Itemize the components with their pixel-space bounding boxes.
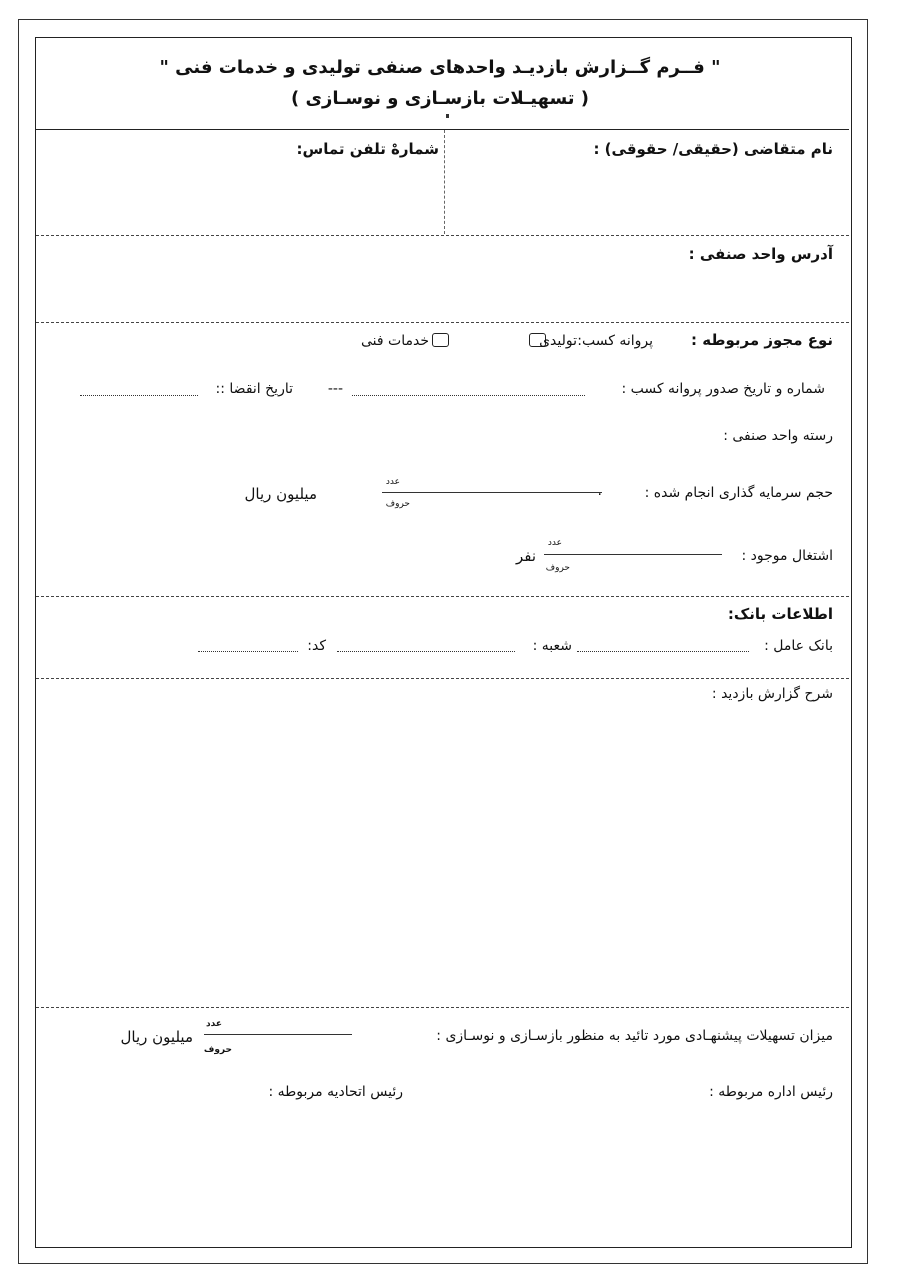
branch-label: شعبه : [532, 638, 572, 654]
approval-letters-label: حروف [203, 1045, 232, 1055]
section-divider-address [36, 235, 849, 236]
agent-bank-field[interactable] [577, 651, 749, 652]
expiry-date-field[interactable] [80, 395, 198, 396]
section-divider-license [36, 322, 849, 323]
employment-unit: نفر [515, 547, 536, 565]
union-head-signature[interactable] [60, 1110, 400, 1220]
category-label: رسته واحد صنفی : [723, 428, 833, 444]
expiry-date-label: تاریخ انقضا :: [215, 381, 293, 397]
investment-letters-label: حروف [385, 499, 410, 509]
code-field[interactable] [198, 651, 298, 652]
technical-services-checkbox[interactable] [432, 333, 449, 347]
license-type-label: نوع مجوز مربوطه : [691, 331, 833, 349]
report-label: شرح گزارش بازدید : [711, 686, 833, 702]
approval-unit: میلیون ریال [120, 1028, 193, 1046]
investment-label: حجم سرمایه گذاری انجام شده : [644, 485, 833, 501]
column-divider [444, 130, 445, 234]
form-subtitle: ( تسهیـلات بازسـازی و نوسـازی ) [290, 88, 590, 109]
report-field[interactable] [50, 712, 830, 997]
license-issue-field[interactable] [352, 395, 585, 396]
branch-field[interactable] [337, 651, 515, 652]
address-field[interactable] [50, 270, 830, 316]
section-divider-top [36, 129, 849, 130]
section-divider-footer [36, 1007, 849, 1008]
investment-dot: . [597, 483, 602, 499]
investment-field[interactable] [382, 492, 602, 493]
applicant-name-field[interactable] [450, 165, 830, 227]
approval-numbers-label: عدد [206, 1019, 222, 1029]
phone-label: شمارهْ تلفن تماس: [296, 140, 439, 158]
employment-field[interactable] [544, 554, 722, 555]
license-issue-label: شماره و تاریخ صدور پروانه کسب : [621, 381, 825, 397]
agent-bank-label: بانک عامل : [764, 638, 833, 654]
applicant-name-label: نام متقاضی (حقیقی/ حقوقی) : [593, 140, 833, 158]
approval-amount-field[interactable] [204, 1034, 352, 1035]
union-head-label: رئیس اتحادیه مربوطه : [268, 1084, 403, 1100]
employment-letters-label: حروف [545, 563, 570, 573]
bank-info-title: اطلاعات بانک: [727, 605, 833, 623]
address-label: آدرس واحد صنفی : [688, 245, 833, 263]
investment-unit: میلیون ریال [244, 485, 317, 503]
code-label: کد: [307, 638, 326, 654]
employment-numbers-label: عدد [547, 538, 562, 548]
section-divider-bank [36, 596, 849, 597]
investment-numbers-label: عدد [385, 477, 400, 487]
employment-label: اشتغال موجود : [741, 548, 833, 564]
ink-mark [446, 114, 449, 118]
section-divider-report [36, 678, 849, 679]
approval-label: میزان تسهیلات پیشنهـادی مورد تائید به منظور بازسـازی و نوسـازی : [436, 1028, 833, 1044]
technical-services-label: خدمات فنی [361, 333, 429, 349]
date-separator: --- [327, 381, 343, 397]
form-title: " فــرم گــزارش بازدیـد واحدهای صنفی تولیدی و خدمات فنی " [159, 57, 721, 78]
office-head-label: رئیس اداره مربوطه : [709, 1084, 833, 1100]
business-license-label: پروانه کسب: [577, 333, 653, 349]
phone-field[interactable] [50, 165, 438, 227]
production-label: تولیدی [539, 333, 577, 349]
office-head-signature[interactable] [500, 1110, 830, 1220]
